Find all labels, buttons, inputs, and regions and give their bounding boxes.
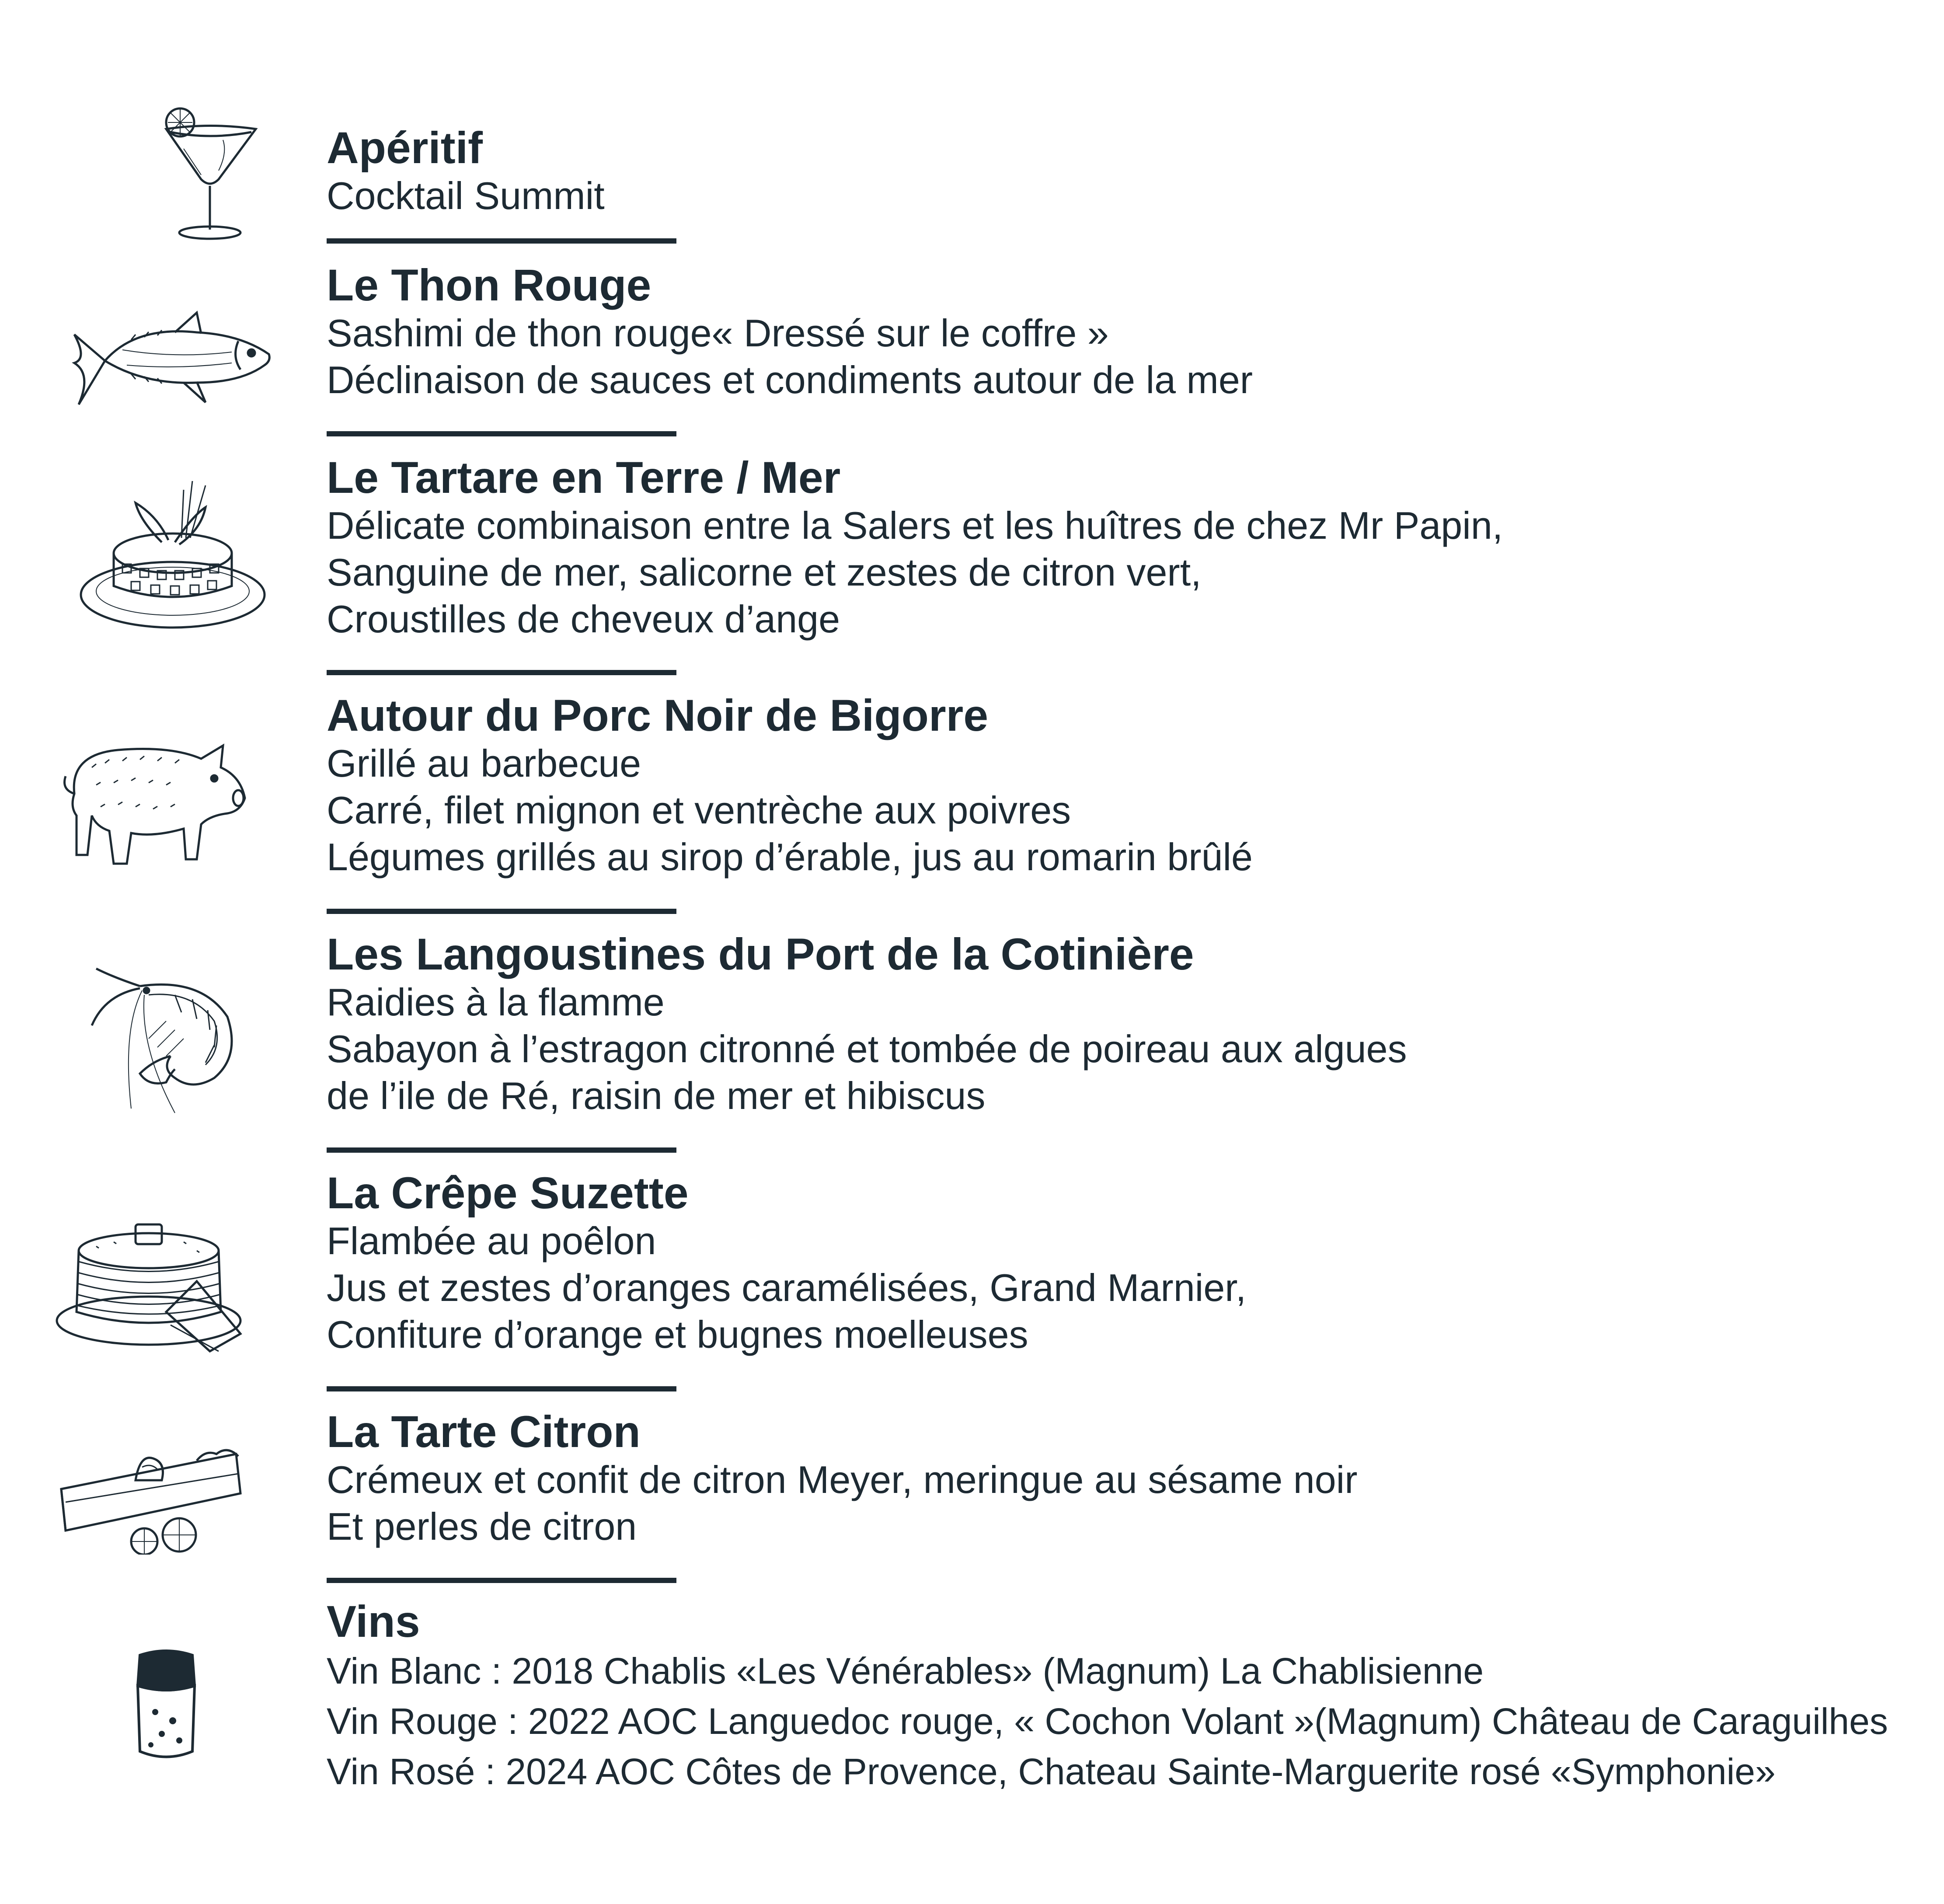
course-title: La Tarte Citron bbox=[327, 1407, 641, 1457]
section-divider bbox=[327, 431, 676, 436]
course-line: Carré, filet mignon et ventrèche aux poivres bbox=[327, 788, 1071, 832]
course-title: Les Langoustines du Port de la Cotinière bbox=[327, 929, 1194, 979]
course-line: Sashimi de thon rouge« Dressé sur le coffre » bbox=[327, 311, 1109, 355]
tartare-plate-icon bbox=[74, 477, 271, 634]
course-line: Croustilles de cheveux d’ange bbox=[327, 597, 840, 641]
pig-icon bbox=[57, 728, 249, 872]
course-line: Confiture d’orange et bugnes moelleuses bbox=[327, 1313, 1028, 1356]
section-divider bbox=[327, 1147, 676, 1153]
course-line: Crémeux et confit de citron Meyer, meringue au sésame noir bbox=[327, 1458, 1358, 1501]
course-line: Grillé au barbecue bbox=[327, 742, 641, 785]
tuna-fish-icon bbox=[66, 308, 275, 413]
course-title: Le Tartare en Terre / Mer bbox=[327, 453, 841, 502]
course-line: Flambée au poêlon bbox=[327, 1219, 656, 1262]
section-divider bbox=[327, 1578, 676, 1583]
course-line: Cocktail Summit bbox=[327, 174, 605, 217]
cocktail-glass-icon bbox=[157, 105, 262, 245]
course-line: Sabayon à l’estragon citronné et tombée de poireau aux algues bbox=[327, 1027, 1407, 1071]
lemon-tart-icon bbox=[52, 1437, 249, 1555]
wine-cork-icon bbox=[131, 1646, 201, 1765]
crepe-stack-icon bbox=[52, 1211, 254, 1360]
wine-line: Vin Blanc : 2018 Chablis «Les Vénérables» (Magnum) La Chablisienne bbox=[327, 1650, 1484, 1691]
course-line: de l’ile de Ré, raisin de mer et hibiscus bbox=[327, 1074, 986, 1117]
wine-line: Vin Rosé : 2024 AOC Côtes de Provence, Chateau Sainte-Marguerite rosé «Symphonie» bbox=[327, 1751, 1776, 1792]
langoustine-icon bbox=[87, 960, 240, 1117]
course-title: Vins bbox=[327, 1597, 420, 1646]
section-divider bbox=[327, 238, 676, 244]
wine-line: Vin Rouge : 2022 AOC Languedoc rouge, « Cochon Volant »(Magnum) Château de Caraguilhes bbox=[327, 1701, 1888, 1742]
course-title: Le Thon Rouge bbox=[327, 260, 651, 310]
course-line: Sanguine de mer, salicorne et zestes de citron vert, bbox=[327, 551, 1202, 594]
section-divider bbox=[327, 1386, 676, 1391]
course-line: Et perles de citron bbox=[327, 1505, 637, 1548]
course-line: Délicate combinaison entre la Salers et les huîtres de chez Mr Papin, bbox=[327, 504, 1503, 547]
course-line: Légumes grillés au sirop d’érable, jus au romarin brûlé bbox=[327, 835, 1253, 879]
course-line: Déclinaison de sauces et condiments autour de la mer bbox=[327, 358, 1253, 401]
course-line: Jus et zestes d’oranges caramélisées, Grand Marnier, bbox=[327, 1266, 1247, 1309]
course-title: La Crêpe Suzette bbox=[327, 1168, 689, 1218]
course-title: Autour du Porc Noir de Bigorre bbox=[327, 690, 989, 740]
section-divider bbox=[327, 909, 676, 914]
course-title: Apéritif bbox=[327, 123, 483, 173]
course-line: Raidies à la flamme bbox=[327, 980, 665, 1024]
section-divider bbox=[327, 670, 676, 675]
